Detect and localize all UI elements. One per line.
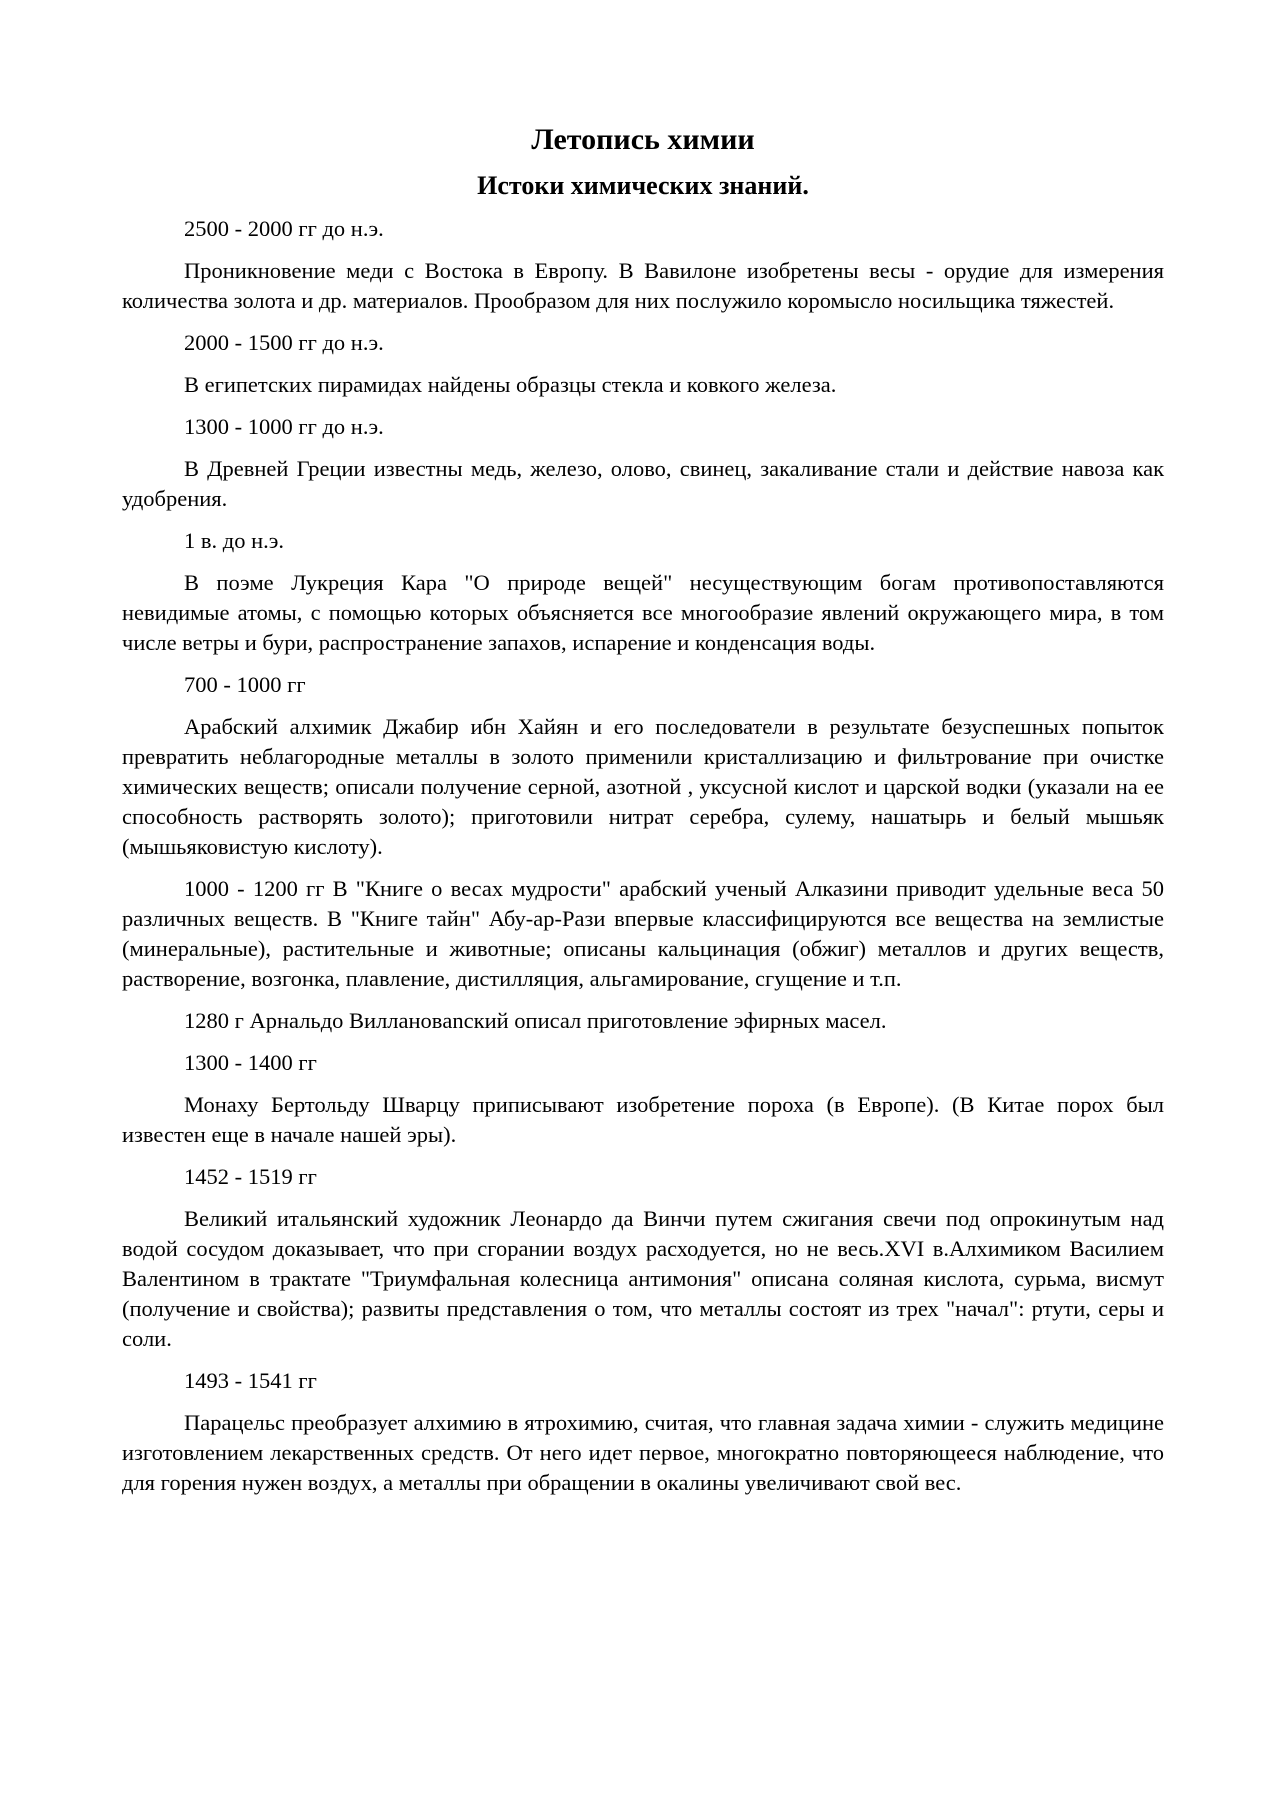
document-title: Летопись химии xyxy=(531,123,755,156)
timeline-paragraph: Арабский алхимик Джабир ибн Хайян и его последователи в результате безуспешных попыток превратить неблагородные металлы в золото применили кристаллизацию и фильтрование при очистке химических веществ; описали получение серной, азотной , уксусной кислот и царской водки (указали на ее способность растворять золото); приготовили нитрат серебра, сулему, нашатырь и белый мышьяк (мышьяковистую кислоту). xyxy=(122,714,1164,859)
timeline-paragraph: Проникновение меди с Востока в Европу. В Вавилоне изобретены весы - орудие для измерения количества золота и др. материалов. Прообразом для них послужило коромысло носильщика тяжестей. xyxy=(122,258,1164,313)
document-subtitle: Истоки химических знаний. xyxy=(477,171,809,200)
timeline-paragraph: В египетских пирамидах найдены образцы стекла и ковкого железа. xyxy=(184,372,837,397)
timeline-date: 1493 - 1541 гг xyxy=(184,1368,317,1393)
timeline-date: 1452 - 1519 гг xyxy=(184,1164,317,1189)
timeline-date: 1 в. до н.э. xyxy=(184,528,285,553)
timeline-date: 2500 - 2000 гг до н.э. xyxy=(184,216,384,241)
timeline-paragraph: Монаху Бертольду Шварцу приписывают изобретение пороха (в Европе). (В Китае порох был известен еще в начале нашей эры). xyxy=(122,1092,1164,1147)
document-body xyxy=(122,122,1164,1510)
timeline-paragraph: В Древней Греции известны медь, железо, олово, свинец, закаливание стали и действие навоза как удобрения. xyxy=(122,456,1164,511)
timeline-date: 1300 - 1400 гг xyxy=(184,1050,317,1075)
timeline-paragraph: Парацельс преобразует алхимию в ятрохимию, считая, что главная задача химии - служить медицине изготовлением лекарственных средств. От него идет первое, многократно повторяющееся наблюдение, что для горения нужен воздух, а металлы при обращении в окалины увеличивают свой вес. xyxy=(122,1410,1164,1495)
timeline-paragraph: 1000 - 1200 гг В "Книге о весах мудрости" арабский ученый Алказини приводит удельные веса 50 различных веществ. В "Книге тайн" Абу-ар-Рази впервые классифицируются все вещества на землистые (минеральные), растительные и животные; описаны кальцинация (обжиг) металлов и других веществ, растворение, возгонка, плавление, дистилляция, альгамирование, сгущение и т.п. xyxy=(122,876,1164,991)
timeline-date: 2000 - 1500 гг до н.э. xyxy=(184,330,384,355)
timeline-paragraph: В поэме Лукреция Кара "О природе вещей" несуществующим богам противопоставляются невидимые атомы, с помощью которых объясняется все многообразие явлений окружающего мира, в том числе ветры и бури, распространение запахов, испарение и конденсация воды. xyxy=(122,570,1164,655)
timeline-date: 700 - 1000 гг xyxy=(184,672,306,697)
timeline-date: 1300 - 1000 гг до н.э. xyxy=(184,414,384,439)
timeline-paragraph: 1280 г Арнальдо Виллановanский описал приготовление эфирных масел. xyxy=(184,1008,887,1033)
timeline-paragraph: Великий итальянский художник Леонардо да Винчи путем сжигания свечи под опрокинутым над водой сосудом доказывает, что при сгорании воздух расходуется, но не весь.XVI в.Алхимиком Василием Валентином в трактате "Триумфальная колесница антимония" описана соляная кислота, сурьма, висмут (получение и свойства); развиты представления о том, что металлы состоят из трех "начал": ртути, серы и соли. xyxy=(122,1206,1164,1351)
